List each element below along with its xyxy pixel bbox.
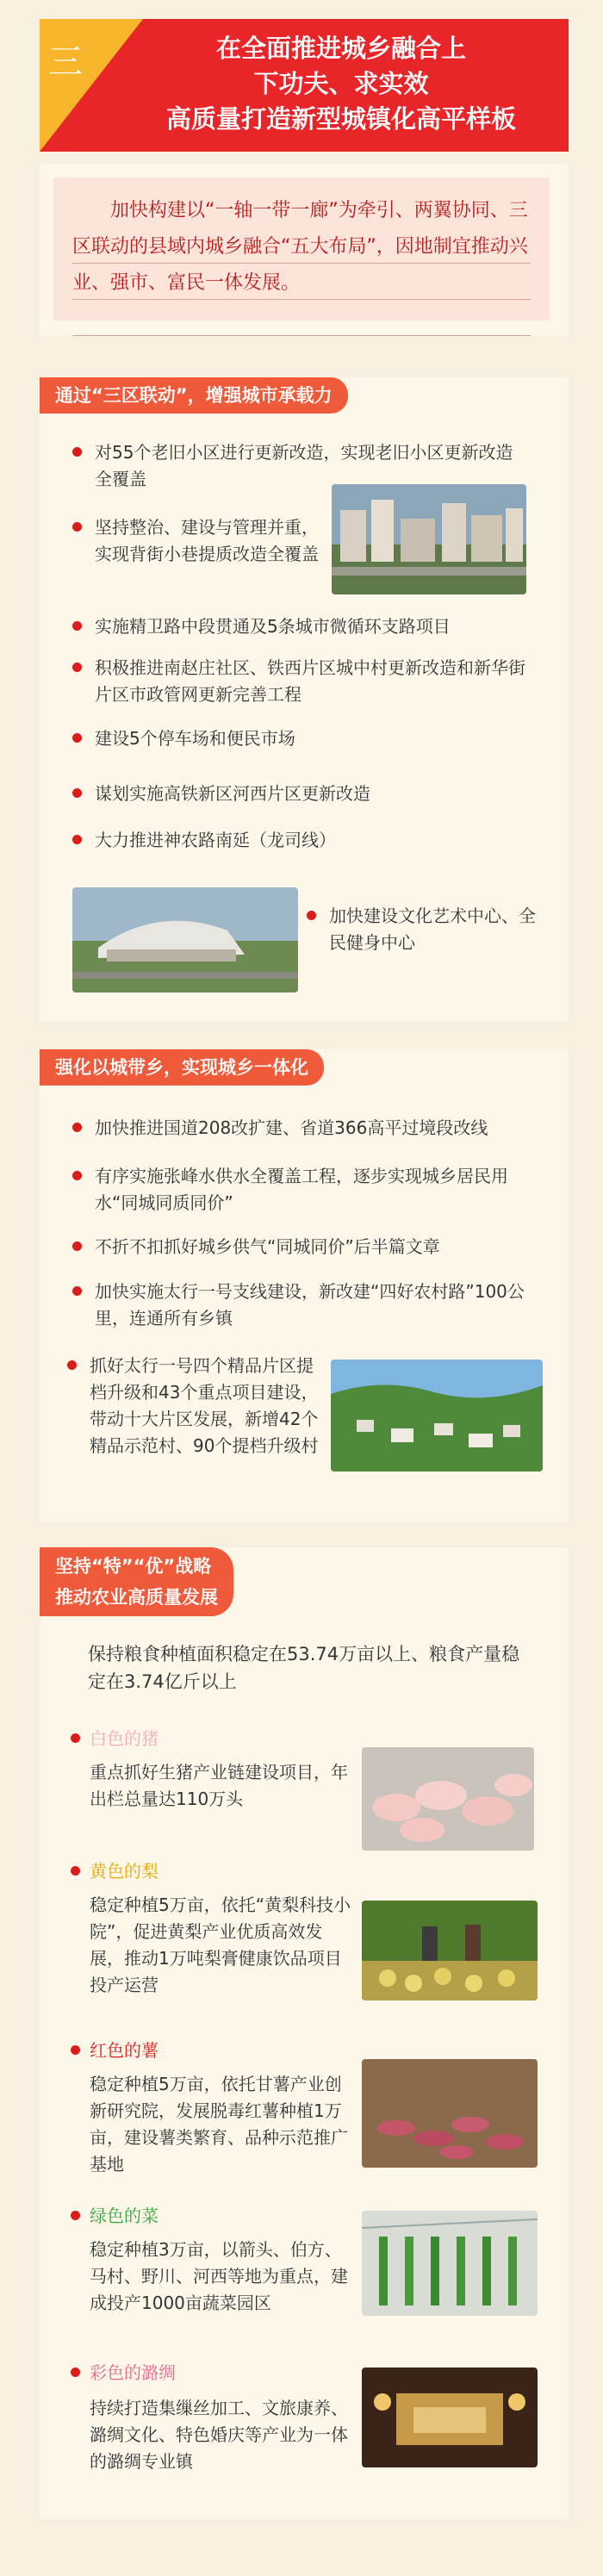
item-text: 积极推进南赵庄社区、铁西片区城中村更新改造和新华街片区市政管网更新完善工程	[95, 657, 525, 705]
item-text: 坚持整治、建设与管理并重，实现背街小巷提质改造全覆盖	[95, 517, 319, 564]
bullet-dot	[72, 447, 82, 457]
bullet-dot	[72, 1286, 82, 1296]
bullet-dot	[72, 788, 82, 798]
section2-item-5	[90, 1353, 322, 1459]
header-banner	[40, 19, 569, 152]
item-text: 实施精卫路中段贯通及5条城市微循环支路项目	[95, 616, 451, 637]
old-community-photo	[332, 484, 526, 594]
category-name: 彩色的潞绸	[90, 2362, 176, 2383]
section3-tag-line2: 推动农业高质量发展	[55, 1587, 218, 1608]
pear-photo	[362, 1901, 538, 2000]
category-vegetable-title	[90, 2204, 159, 2228]
section3-tag-line1: 坚持“特”“优”战略	[55, 1556, 212, 1577]
bullet-dot	[67, 1360, 77, 1370]
bullet-dot	[72, 835, 82, 844]
title-line-1: 在全面推进城乡融合上	[215, 34, 466, 63]
section1-item-3	[95, 613, 543, 640]
section2-tag: 强化以城带乡，实现城乡一体化	[40, 1049, 324, 1086]
bullet-dot	[71, 2211, 80, 2220]
item-text: 大力推进神农路南延（龙司线）	[95, 830, 336, 850]
section2-item-1	[95, 1115, 543, 1142]
category-name: 白色的猪	[90, 1728, 159, 1749]
bullet-dot	[72, 621, 82, 631]
category-name: 黄色的梨	[90, 1861, 159, 1882]
item-text: 加快实施太行一号支线建设，新改建“四好农村路”100公里，连通所有乡镇	[95, 1281, 525, 1328]
pig-photo	[362, 1747, 534, 1851]
section1-item-5	[95, 725, 525, 752]
section1-item-8	[329, 903, 544, 956]
category-silk-title	[90, 2361, 176, 2385]
category-pig-title	[90, 1727, 159, 1751]
bullet-dot	[72, 522, 82, 532]
section3-tag	[40, 1547, 233, 1616]
bullet-dot	[71, 1866, 80, 1876]
bullet-dot	[72, 663, 82, 672]
silk-room-photo	[362, 2368, 538, 2467]
culture-center-photo	[72, 887, 298, 992]
title-line-3: 高质量打造新型城镇化高平样板	[165, 104, 516, 134]
bullet-dot	[72, 1171, 82, 1180]
item-text: 谋划实施高铁新区河西片区更新改造	[95, 783, 370, 804]
item-text: 对55个老旧小区进行更新改造，实现老旧小区更新改造全覆盖	[95, 442, 513, 489]
bullet-dot	[72, 1241, 82, 1251]
bullet-dot	[72, 733, 82, 743]
category-pig-text: 重点抓好生猪产业链建设项目，年出栏总量达110万头	[90, 1762, 348, 1809]
section1-item-6	[95, 781, 525, 807]
item-text: 有序实施张峰水供水全覆盖工程，逐步实现城乡居民用水“同城同质同价”	[95, 1166, 508, 1213]
bullet-dot	[307, 911, 316, 920]
item-text: 建设5个停车场和便民市场	[95, 728, 295, 749]
category-pear-title	[90, 1859, 159, 1883]
section1-item-2	[95, 514, 323, 568]
section-number: 三	[48, 42, 83, 82]
item-text: 不折不扣抓好城乡供气“同城同价”后半篇文章	[95, 1236, 440, 1257]
section2-item-4	[95, 1279, 534, 1332]
village-photo	[331, 1360, 543, 1472]
category-silk-text: 持续打造集缫丝加工、文旅康养、潞绸文化、特色婚庆等产业为一体的潞绸专业镇	[90, 2398, 348, 2472]
intro-text: 加快构建以“一轴一带一廊”为牵引、两翼协同、三区联动的县域内城乡融合“五大布局”，因地制宜推动兴业、强市、富民一体发展。	[72, 200, 528, 294]
category-name: 红色的薯	[90, 2040, 159, 2061]
page-title	[122, 31, 560, 137]
section2-item-3	[95, 1234, 543, 1260]
section2-item-2	[95, 1163, 534, 1216]
category-name: 绿色的菜	[90, 2206, 159, 2226]
greenhouse-photo	[362, 2211, 538, 2316]
intro-box	[53, 177, 550, 320]
section1-item-4	[95, 655, 525, 708]
title-line-2: 下功夫、求实效	[253, 69, 429, 98]
category-potato-text: 稳定种植5万亩，依托甘薯产业创新研究院，发展脱毒红薯种植1万亩，建设薯类繁育、品种示范推广基地	[90, 2074, 348, 2175]
bullet-dot	[71, 1733, 80, 1743]
item-text: 抓好太行一号四个精品片区提档升级和43个重点项目建设，带动十大片区发展，新增42个精品示范村、90个提档升级村	[90, 1355, 319, 1456]
section3-lead: 保持粮食种植面积稳定在53.74万亩以上、粮食产量稳定在3.74亿斤以上	[88, 1644, 520, 1692]
bullet-dot	[71, 2045, 80, 2055]
item-text: 加快推进国道208改扩建、省道366高平过境段改线	[95, 1117, 488, 1138]
category-pear-text: 稳定种植5万亩，依托“黄梨科技小院”，促进黄梨产业优质高效发展，推动1万吨梨膏健康饮品项目投产运营	[90, 1895, 351, 1995]
sweet-potato-photo	[362, 2059, 538, 2168]
category-potato-title	[90, 2038, 159, 2063]
category-vegetable-text: 稳定种植3万亩，以箭头、伯方、马村、野川、河西等地为重点，建成投产1000亩蔬菜园区	[90, 2239, 348, 2313]
item-text: 加快建设文化艺术中心、全民健身中心	[329, 905, 536, 953]
section1-tag: 通过“三区联动”，增强城市承载力	[40, 377, 348, 414]
bullet-dot	[72, 1123, 82, 1132]
section1-item-7	[95, 827, 525, 854]
bullet-dot	[71, 2368, 80, 2377]
